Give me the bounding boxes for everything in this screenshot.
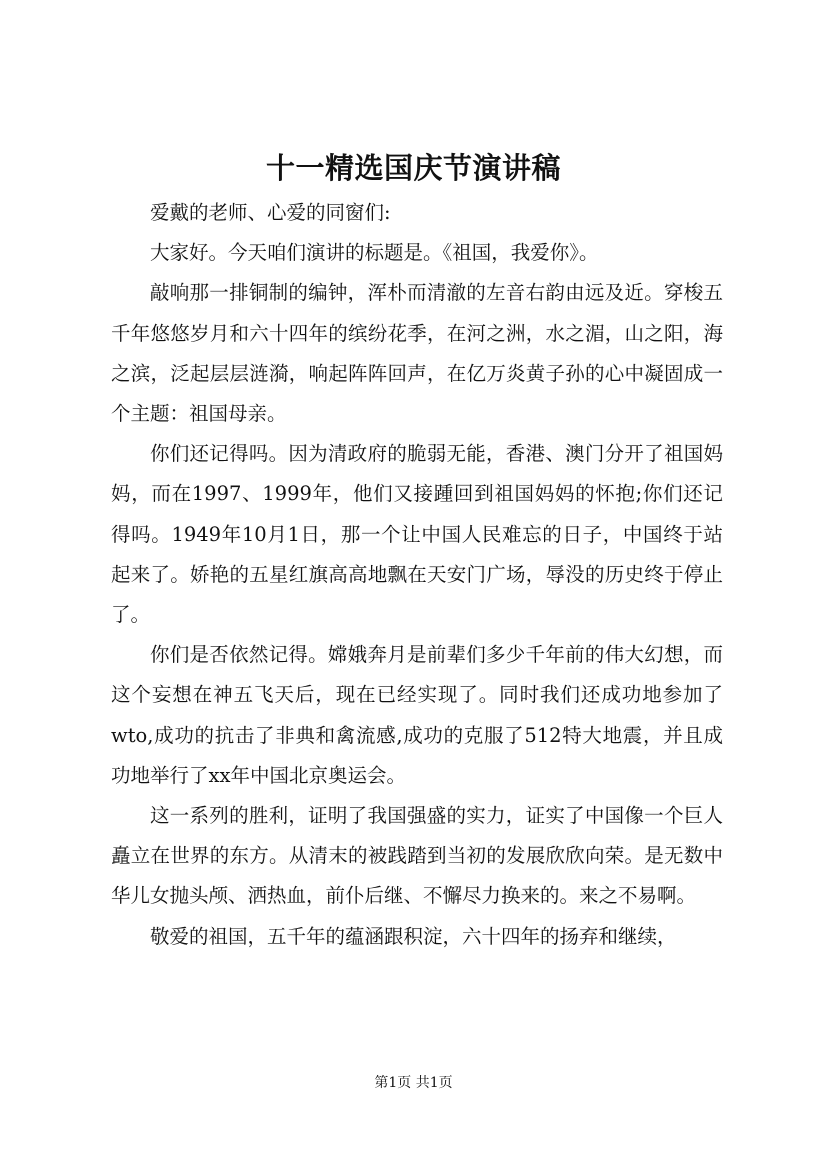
paragraph-greeting: 大家好。今天咱们演讲的标题是。《祖国，我爱你》。 xyxy=(150,241,599,265)
paragraph: 你们还记得吗。因为清政府的脆弱无能，香港、澳门分开了祖国妈妈，而在1997、1999年，他们又接踵回到祖国妈妈的怀抱;你们还记得吗。1949年10月1日，那一个让中国人民难忘的日子，中国终于站起来了。娇艳的五星红旗高高地飘在天安门广场，辱没的历史终于停止了。 xyxy=(111,442,723,627)
paragraph: 这一系列的胜利，证明了我国强盛的实力，证实了中国像一个巨人矗立在世界的东方。从清末的被践踏到当初的发展欣欣向荣。是无数中华儿女抛头颅、洒热血，前仆后继、不懈尽力换来的。来之不易啊。 xyxy=(111,804,723,908)
paragraph: 你们是否依然记得。嫦娥奔月是前辈们多少千年前的伟大幻想，而这个妄想在神五飞天后，现在已经实现了。同时我们还成功地参加了wto,成功的抗击了非典和禽流感,成功的克服了512特大地震，并且成功地举行了xx年中国北京奥运会。 xyxy=(111,643,723,787)
document-title: 十一精选国庆节演讲稿 xyxy=(265,151,561,185)
page-footer: 第1页 共1页 xyxy=(374,1075,453,1091)
paragraph: 敬爱的祖国，五千年的蕴涵跟积淀，六十四年的扬弃和继续， xyxy=(150,924,677,948)
paragraph-salutation: 爱戴的老师、心爱的同窗们: xyxy=(150,201,391,224)
document-body xyxy=(111,193,723,957)
paragraph: 敲响那一排铜制的编钟，浑朴而清澈的左音右韵由远及近。穿梭五千年悠悠岁月和六十四年的缤纷花季，在河之洲，水之湄，山之阳，海之滨，泛起层层涟漪，响起阵阵回声，在亿万炎黄子孙的心中凝固成一个主题：祖国母亲。 xyxy=(111,281,723,426)
